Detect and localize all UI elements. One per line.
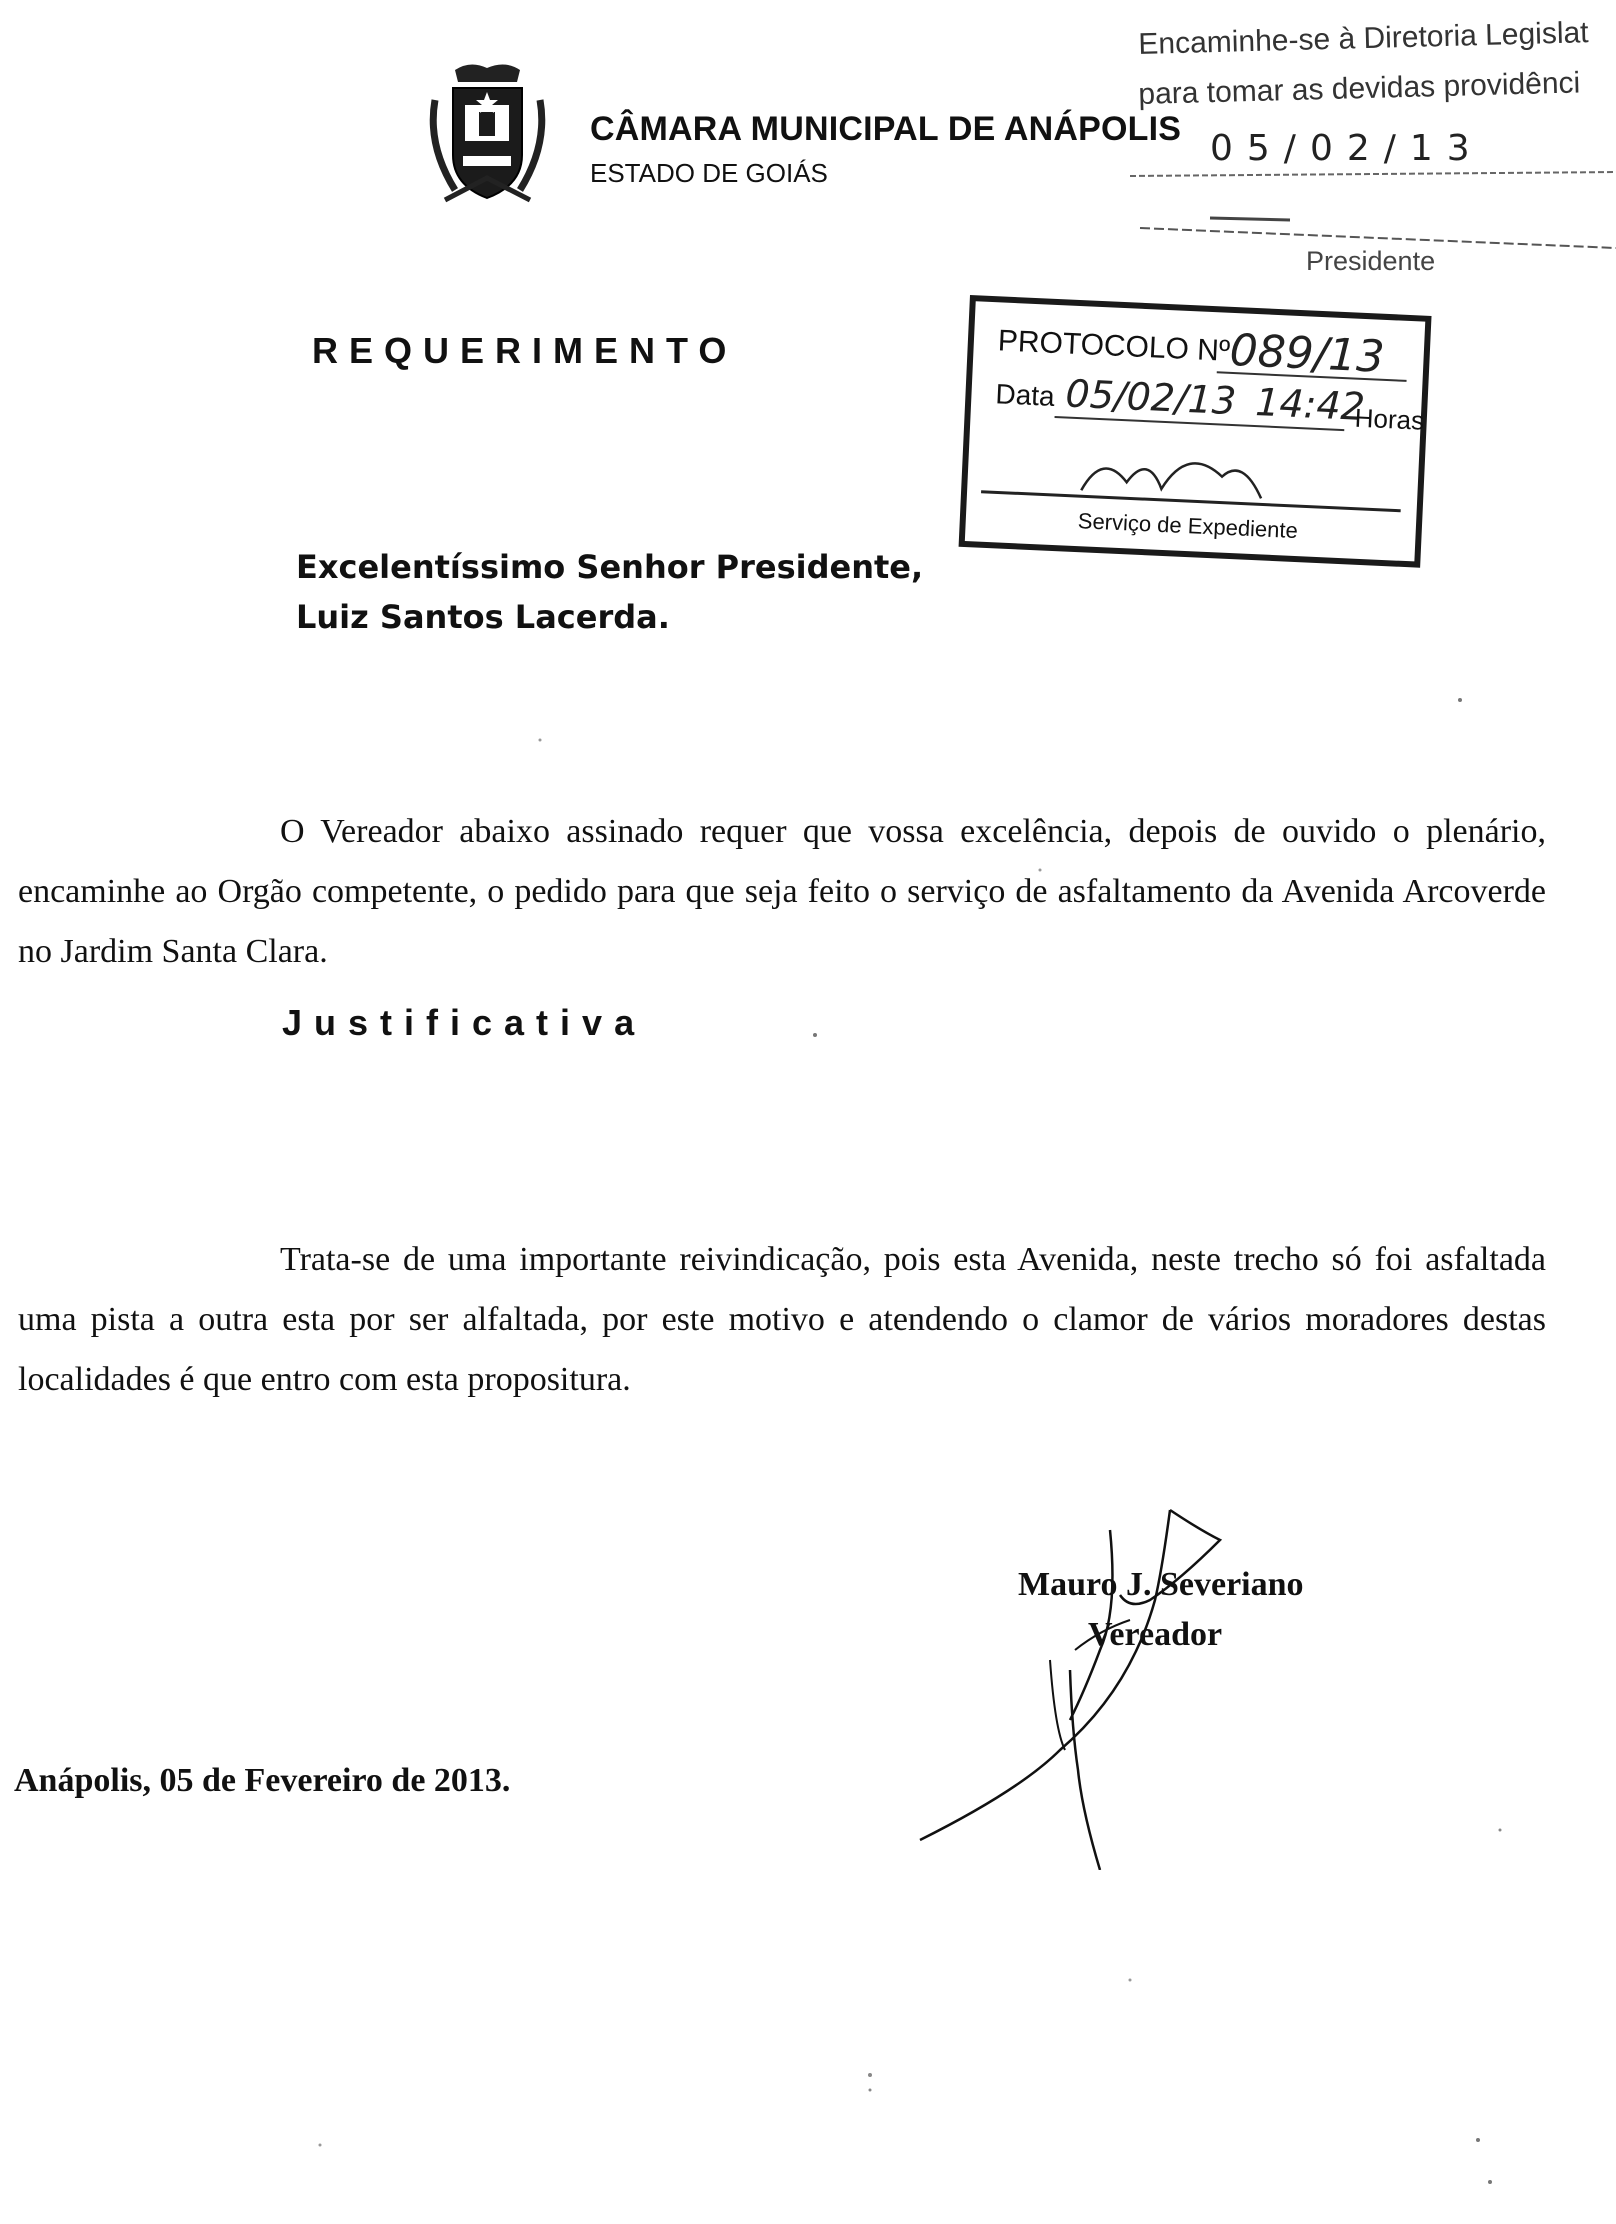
justification-paragraph: Trata-se de uma importante reivindicação, pois esta Avenida, neste trecho só foi asfaltada uma pista a outra esta por ser alfaltada, por este motivo e atendendo o clamor de vários moradores destas localidades é que entro com esta propositura. xyxy=(18,1241,1546,1398)
salutation-line-2: Luiz Santos Lacerda. xyxy=(296,598,670,636)
dispatch-note-line-1: Encaminhe-se à Diretoria Legislat xyxy=(1138,16,1589,61)
salutation-line-1: Excelentíssimo Senhor Presidente, xyxy=(296,548,924,586)
signatory-name: Mauro J. Severiano xyxy=(1018,1566,1304,1603)
stamp-date-label: Data xyxy=(994,378,1056,412)
dispatch-date: 05/02/13 xyxy=(1210,128,1484,169)
stamp-protocol-number: 089/13 xyxy=(1228,324,1386,383)
request-paragraph: O Vereador abaixo assinado requer que vossa excelência, depois de ouvido o plenário, encaminhe ao Orgão competente, o pedido para que seja feito o serviço de asfaltamento da Avenida Arcoverde no Jardim Santa Clara. xyxy=(18,813,1546,970)
place-and-date: Anápolis, 05 de Fevereiro de 2013. xyxy=(14,1762,511,1799)
dispatch-role: Presidente xyxy=(1306,246,1436,276)
stamp-time: 14:42 xyxy=(1254,380,1366,430)
stamp-service-label: Serviço de Expediente xyxy=(1077,508,1299,544)
signatory-role: Vereador xyxy=(1088,1616,1223,1653)
stamp-date: 05/02/13 xyxy=(1064,371,1238,424)
institution-name: CÂMARA MUNICIPAL DE ANÁPOLIS xyxy=(590,110,1182,148)
justification-title: Justificativa xyxy=(282,1002,647,1043)
institution-state: ESTADO DE GOIÁS xyxy=(590,158,828,188)
dispatch-note-line-2: para tomar as devidas providênci xyxy=(1138,66,1581,111)
document-title: REQUERIMENTO xyxy=(312,330,738,371)
stamp-hours-label: Horas xyxy=(1354,402,1425,436)
stamp-protocol-label: PROTOCOLO Nº xyxy=(997,324,1231,368)
